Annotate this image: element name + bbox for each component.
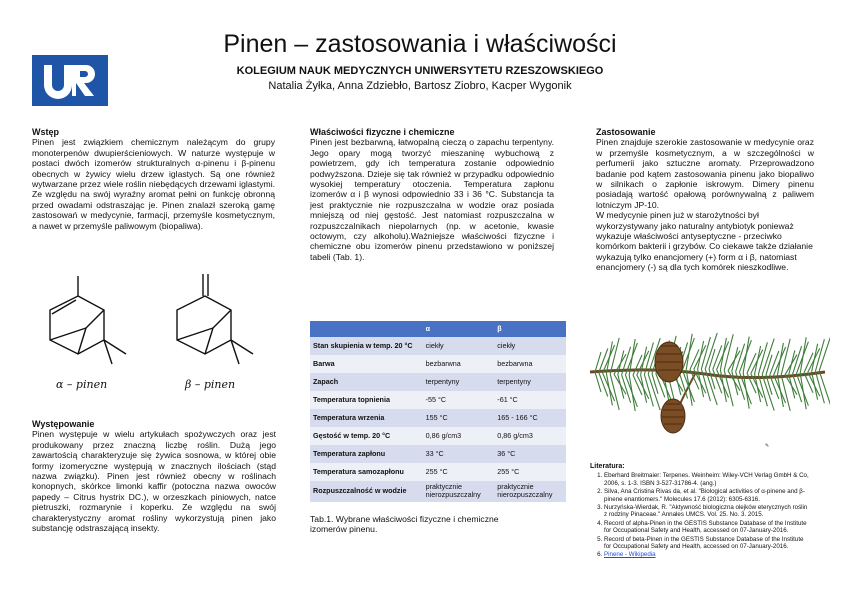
properties-section xyxy=(310,127,554,262)
beta-pinene-label: β – pinen xyxy=(185,378,236,391)
table-caption: Tab.1. Wybrane właściwości fizyczne i chemiczne izomerów pinenu. xyxy=(310,514,499,535)
table-cell: 255 °C xyxy=(494,463,566,481)
reference-item: 3. Nurzyńska-Wierdak, R. "Aktywność biologiczna olejków eterycznych roślin z rodziny Pinaceae." Annales UMCS. Vol. 25. No. 3. 2015. xyxy=(604,504,812,519)
references-list xyxy=(590,472,812,558)
row-header-cell: Temperatura zapłonu xyxy=(310,445,423,463)
table-cell: ciekły xyxy=(494,337,566,355)
svg-text:✎: ✎ xyxy=(765,443,770,449)
wikipedia-link[interactable]: Pinene - Wikipedia xyxy=(604,551,656,559)
reference-item: 1. Eberhard Breitmaier: Terpenes. Weinheim: Wiley-VCH Verlag GmbH & Co, 2006, s. 1-3. ISBN 3-527-31786-4. (ang.) xyxy=(604,472,812,487)
row-header-cell: Barwa xyxy=(310,355,423,373)
reference-item: 5. Record of beta-Pinen in the GESTIS Substance Database of the Institute for Occupational Safety and Health, accessed on 07-January-2016. xyxy=(604,536,812,551)
table-header-cell xyxy=(310,321,423,337)
beta-pinene-structure xyxy=(177,274,253,364)
reference-item: 4. Record of alpha-Pinen in the GESTIS Substance Database of the Institute for Occupational Safety and Health, accessed on 07-January-2016. xyxy=(604,520,812,535)
properties-text: Pinen jest bezbarwną, łatwopalną cieczą o zapachu terpentyny. Jego opary mogą tworzyć mieszaninę wybuchową z powietrzem, gdy ich temperatura zostanie odpowiednio podwyższona. Dzieje się tak również w przypadku odpowiednio wysokiej temperatury otoczenia. Temperatura zapłonu izomerów α i β wynosi odpowiednio 33 i 36 °C. Substancja ta jest praktycznie nie rozpuszczalna w wodzie oraz posiada mniejszą od niej gęstość. Jest natomiast rozpuszczalna w rozpuszczalnikach niepolarnych (np. w acetonie, kwasie octowym, czy alkoholu).Ważniejsze właściwości fizyczne i chemiczne obu izomerów pinenu przedstawiono w poniższej tabeli (Tab. 1). xyxy=(310,137,554,262)
table-row xyxy=(310,391,566,409)
table-cell: -61 °C xyxy=(494,391,566,409)
table-row xyxy=(310,337,566,355)
molecule-drawings xyxy=(30,268,270,398)
table-row xyxy=(310,409,566,427)
intro-section xyxy=(32,127,275,231)
reference-item: 2. Silva, Ana Cristina Rivas da, et al. "Biological activities of α-pinene and β-pinene enantiomers." Molecules 17.6 (2012): 6305-6316. xyxy=(604,488,812,503)
pine-branch-icon xyxy=(585,312,830,452)
table-cell: terpentyny xyxy=(423,373,495,391)
table-row xyxy=(310,373,566,391)
university-logo xyxy=(32,55,108,106)
table-header-row xyxy=(310,321,566,337)
row-header-cell: Rozpuszczalność w wodzie xyxy=(310,481,423,502)
table-cell: praktycznie nierozpuszczalny xyxy=(423,481,495,502)
pine-cone-top xyxy=(655,342,683,382)
applications-heading: Zastosowanie xyxy=(596,127,656,137)
table-cell: -55 °C xyxy=(423,391,495,409)
table-row xyxy=(310,445,566,463)
row-header-cell: Stan skupienia w temp. 20 °C xyxy=(310,337,423,355)
table-cell: 165 - 166 °C xyxy=(494,409,566,427)
table-row xyxy=(310,355,566,373)
applications-section xyxy=(596,127,814,273)
properties-table xyxy=(310,321,566,502)
alpha-pinene-label: α – pinen xyxy=(56,378,108,391)
occurrence-section xyxy=(32,419,276,533)
row-header-cell: Temperatura samozapłonu xyxy=(310,463,423,481)
table-cell: 36 °C xyxy=(494,445,566,463)
table-cell: ciekły xyxy=(423,337,495,355)
references-heading: Literatura: xyxy=(590,463,625,470)
references-section xyxy=(590,463,812,560)
occurrence-text: Pinen występuje w wielu artykułach spożywczych oraz jest produkowany przez znaczną liczbę roślin. Dużą jego zawartością charakteryzuje się żywica sosnowa, w której obie formy izomeryczne występują w znacznych ilościach (stąd nazwa związku). Pinen jest również obecny w roślinach konopnych, skórkce limonki kaffir (potoczna nazwa owoców papedy – Citrus hystrix DC.), w orzeszkach piniowych, natce pietruszki, rozmarynie i koperku. Ze względu na swój charakterystyczny aromat rośliny wykorzystują pinen jako substancję odstraszającą insekty. xyxy=(32,429,276,534)
table-cell: 33 °C xyxy=(423,445,495,463)
pine-branch-illustration xyxy=(585,312,830,452)
intro-text: Pinen jest związkiem chemicznym należącym do grupy monoterpenów dwupierścieniowych. W naturze występuje w postaci dwóch izomerów strukturalnych α-pinenu i β-pinenu obecnych w żywicy wielu drzew iglastych. Są one również wytwarzane przez wiele roślin niebędących drzewami iglastymi. Ze względu na swój wyraźny aromat pełni on funkcję obronną przed owadami odstraszając je. Pinen znalazł szeroką gamę zastosowań w medycynie, farmacji, przemyśle kosmetycznym, a nawet w przemyśle paliwowym (biopaliwa). xyxy=(32,137,275,231)
table-cell: terpentyny xyxy=(494,373,566,391)
applications-text-2: W medycynie pinen już w starożytności był wykorzystywany jako naturalny antybiotyk ponieważ wykazuje właściwości antyseptyczne - przeciwko komórkom bakterii i grzybów. Co ciekawe także działanie wykazują tylko enancjomery (+) form α i β, natomiast enancjomery (-) są dla tych komórek nieszkodliwe. xyxy=(596,210,813,273)
page-title: Pinen – zastosowania i właściwości xyxy=(223,30,617,58)
table-cell: 0,86 g/cm3 xyxy=(494,427,566,445)
row-header-cell: Temperatura wrzenia xyxy=(310,409,423,427)
table-cell: 155 °C xyxy=(423,409,495,427)
table-row xyxy=(310,481,566,502)
table-cell: bezbarwna xyxy=(423,355,495,373)
row-header-cell: Temperatura topnienia xyxy=(310,391,423,409)
pinene-structures xyxy=(30,268,270,398)
institution-name: KOLEGIUM NAUK MEDYCZNYCH UNIWERSYTETU RZESZOWSKIEGO xyxy=(236,65,604,77)
alpha-pinene-structure xyxy=(50,276,126,364)
pine-cone-bottom xyxy=(661,399,685,433)
row-header-cell: Gęstość w temp. 20 °C xyxy=(310,427,423,445)
table-cell: bezbarwna xyxy=(494,355,566,373)
table-row xyxy=(310,463,566,481)
reference-item xyxy=(604,551,812,558)
table-row xyxy=(310,427,566,445)
table-cell: 0,86 g/cm3 xyxy=(423,427,495,445)
intro-heading: Wstęp xyxy=(32,127,59,137)
table-header-cell: β xyxy=(494,321,566,337)
row-header-cell: Zapach xyxy=(310,373,423,391)
properties-heading: Właściwości fizyczne i chemiczne xyxy=(310,127,455,137)
authors-line: Natalia Żyłka, Anna Zdziebło, Bartosz Ziobro, Kacper Wygonik xyxy=(268,80,572,92)
ur-logo-icon xyxy=(32,55,108,106)
table-cell: 255 °C xyxy=(423,463,495,481)
table-cell: praktycznie nierozpuszczalny xyxy=(494,481,566,502)
occurrence-heading: Występowanie xyxy=(32,419,95,429)
applications-text-1: Pinen znajduje szerokie zastosowanie w medycynie oraz w przemyśle kosmetycznym, a w szczególności w perfumerii jako sztuczne aromaty. Przeprowadzono badanie pod kątem zastosowania pinenu jako biopaliwo w silnikach o zapłonie iskrowym. Dimery pinenu posiadają wartość opałową porównywalną z paliwem lotniczym JP-10. xyxy=(596,137,814,210)
table-header-cell: α xyxy=(423,321,495,337)
